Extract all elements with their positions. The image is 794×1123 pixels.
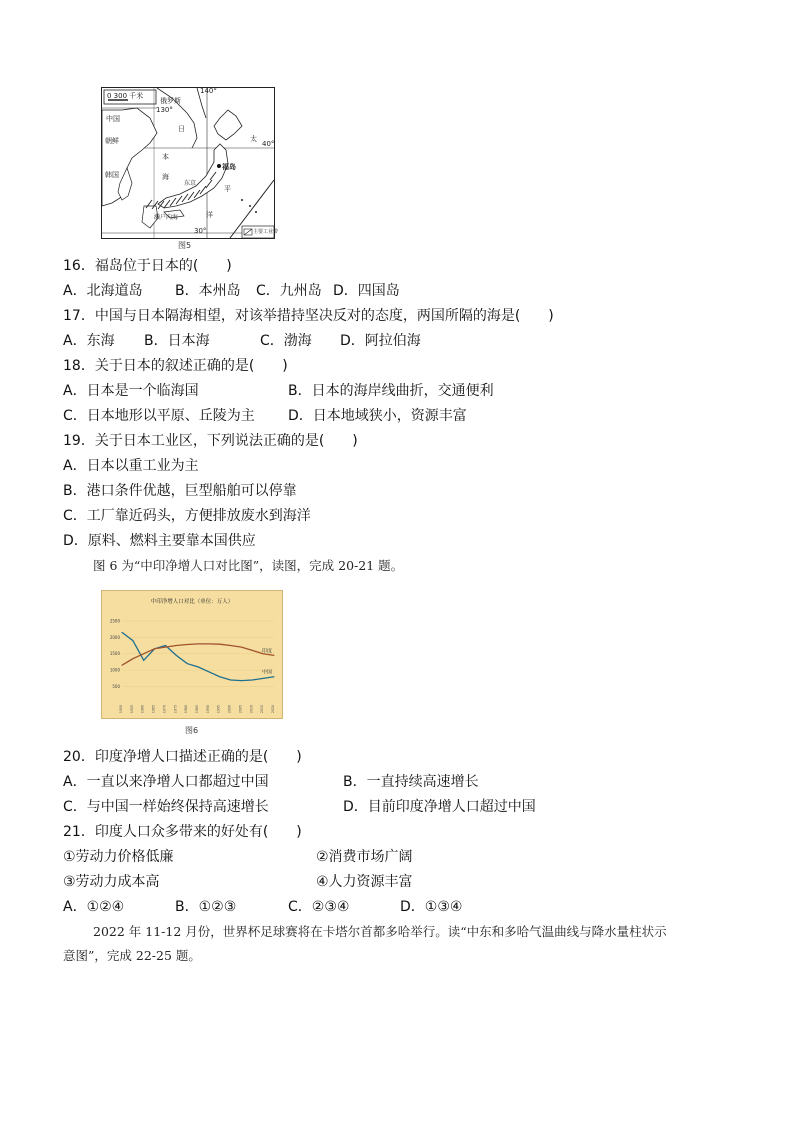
chart-point-中国 [165,645,166,646]
chart-x-tick-label: 1975 [173,704,178,714]
q16-option-a: A．北海道岛 [63,283,143,299]
q21-option-d: D．①③④ [400,899,463,915]
q18-option-a: A．日本是一个临海国 [63,383,199,399]
intro-figure6: 图 6 为“中印净增人口对比图”，读图，完成 20-21 题。 [93,558,404,573]
map-lon-140: 140° [200,87,217,95]
chart-y-tick-label: 500 [112,684,120,690]
q19-option-d: D．原料、燃料主要靠本国供应 [63,533,256,549]
chart-point-中国 [187,663,188,664]
chart-point-中国 [230,680,231,681]
q18-option-c: C．日本地形以平原、丘陵为主 [63,408,255,424]
map-label-seto: 濑户内海 [154,214,179,221]
chart-point-印度 [208,643,209,644]
q21-option-b: B．①②③ [175,899,237,915]
chart-series-label: 印度 [262,648,273,655]
q21-item-2: ②消费市场广阔 [316,849,413,865]
chart-point-中国 [176,655,177,656]
chart-x-tick-label: 1980 [184,704,189,714]
map-lat-30: 30° [194,227,207,235]
japan-map-figure [101,87,279,239]
chart-x-tick-label: 2015 [260,704,265,714]
map-label-korea-n: 朝鲜 [105,137,119,145]
chart-point-印度 [241,647,242,648]
chart-x-tick-label: 1970 [162,704,167,714]
chart-point-印度 [122,665,123,666]
chart-series-line-中国 [122,632,274,680]
q21-item-3: ③劳动力成本高 [63,874,160,890]
chart-point-中国 [263,678,264,679]
q17-option-a: A．东海 [63,333,115,349]
chart-y-tick-label: 2500 [109,618,120,624]
chart-y-tick-label: 1000 [109,667,120,673]
chart-x-tick-label: 1960 [140,704,145,714]
chart-x-tick-label: 2020 [271,704,275,714]
q21-option-c: C．②③④ [288,899,350,915]
map-sea-char-2: 本 [162,153,169,161]
q17-option-c: C．渤海 [260,333,312,349]
q20-option-c: C．与中国一样始终保持高速增长 [63,799,269,815]
q18-option-b: B．日本的海岸线曲折，交通便利 [288,383,494,399]
chart-point-印度 [187,644,188,645]
japan-map-drawing [102,88,274,238]
q18-option-d: D．日本地域狭小，资源丰富 [288,408,467,424]
q19-stem: 19．关于日本工业区，下列说法正确的是( ) [63,433,358,449]
q21-option-a: A．①②④ [63,899,125,915]
chart-x-tick-label: 1995 [216,704,221,714]
population-chart [101,590,283,719]
map-legend-label: 主要工业带 [253,229,279,235]
chart-point-印度 [143,653,144,654]
chart-point-中国 [143,660,144,661]
fukushima-marker [217,164,221,168]
map-label-tokyo: 东京 [184,180,197,187]
map-ocean-char-1: 太 [250,135,257,143]
map-label-china: 中国 [106,115,120,123]
q21-stem: 21．印度人口众多带来的好处有( ) [63,824,302,840]
chart-y-tick-label: 1500 [109,651,120,657]
intro-22-line2: 意图”，完成 22-25 题。 [63,948,201,963]
chart-point-印度 [198,643,199,644]
chart-title: 中印净增人口对比（单位：万人） [150,599,234,605]
chart-point-中国 [252,680,253,681]
q19-option-c: C．工厂靠近码头，方便排放废水到海洋 [63,508,311,524]
map-lon-130: 130° [156,106,173,114]
chart-x-tick-label: 1985 [195,704,199,714]
intro-22-line1: 2022 年 11-12 月份，世界杯足球赛将在卡塔尔首都多哈举行。读“中东和多哈气温曲线与降水量柱状示 [93,924,667,939]
map-label-korea-s: 韩国 [105,171,119,179]
q16-option-b: B．本州岛 [175,283,241,299]
chart-point-中国 [274,676,275,677]
q21-item-1: ①劳动力价格低廉 [63,849,174,865]
map-ocean-char-3: 洋 [206,211,213,219]
q18-stem: 18．关于日本的叙述正确的是( ) [63,358,288,374]
chart-point-印度 [176,645,177,646]
q19-option-b: B．港口条件优越，巨型船舶可以停靠 [63,483,297,499]
chart-x-tick-label: 1955 [129,704,134,714]
chart-point-印度 [165,647,166,648]
chart-point-印度 [252,650,253,651]
figure6-caption: 图6 [185,726,199,735]
chart-x-tick-label: 1965 [151,704,156,714]
chart-x-tick-label: 2005 [238,704,243,714]
chart-point-中国 [208,671,209,672]
chart-point-中国 [132,640,133,641]
q16-option-c: C．九州岛 [256,283,322,299]
chart-point-印度 [132,658,133,659]
q20-option-a: A．一直以来净增人口都超过中国 [63,774,269,790]
chart-series-label: 中国 [262,669,273,676]
population-chart-svg [102,591,282,718]
chart-x-tick-label: 2000 [227,704,232,714]
q20-option-d: D．目前印度净增人口超过中国 [343,799,536,815]
q17-option-d: D．阿拉伯海 [340,333,421,349]
chart-x-tick-label: 2010 [249,704,254,714]
chart-x-tick-label: 1950 [119,704,123,714]
map-sea-char-3: 海 [162,173,169,181]
chart-point-印度 [274,655,275,656]
chart-point-印度 [154,648,155,649]
q19-option-a: A．日本以重工业为主 [63,458,199,474]
chart-point-中国 [198,666,199,667]
map-sea-char-1: 日 [178,125,185,133]
q20-option-b: B．一直持续高速增长 [343,774,479,790]
q21-item-4: ④人力资源丰富 [316,874,413,890]
map-scale-label: 0 300 千米 [107,92,144,100]
q16-option-d: D．四国岛 [333,283,400,299]
figure5-caption: 图5 [178,241,192,250]
chart-point-中国 [241,680,242,681]
q17-stem: 17．中国与日本隔海相望，对该举措持坚决反对的态度，两国所隔的海是( ) [63,308,554,324]
map-label-fukushima: 福岛 [222,163,236,171]
map-label-russia: 俄罗斯 [160,97,181,105]
map-lat-40: 40° [262,140,275,148]
chart-x-tick-label: 1990 [205,704,210,714]
map-ocean-char-2: 平 [224,185,231,193]
chart-point-印度 [219,644,220,645]
chart-point-中国 [122,632,123,633]
chart-y-tick-label: 2000 [109,634,120,640]
q17-option-b: B．日本海 [144,333,210,349]
chart-point-中国 [219,676,220,677]
chart-point-印度 [230,645,231,646]
chart-series-line-印度 [122,644,274,665]
q20-stem: 20．印度净增人口描述正确的是( ) [63,749,302,765]
q16-stem: 16．福岛位于日本的( ) [63,258,232,274]
